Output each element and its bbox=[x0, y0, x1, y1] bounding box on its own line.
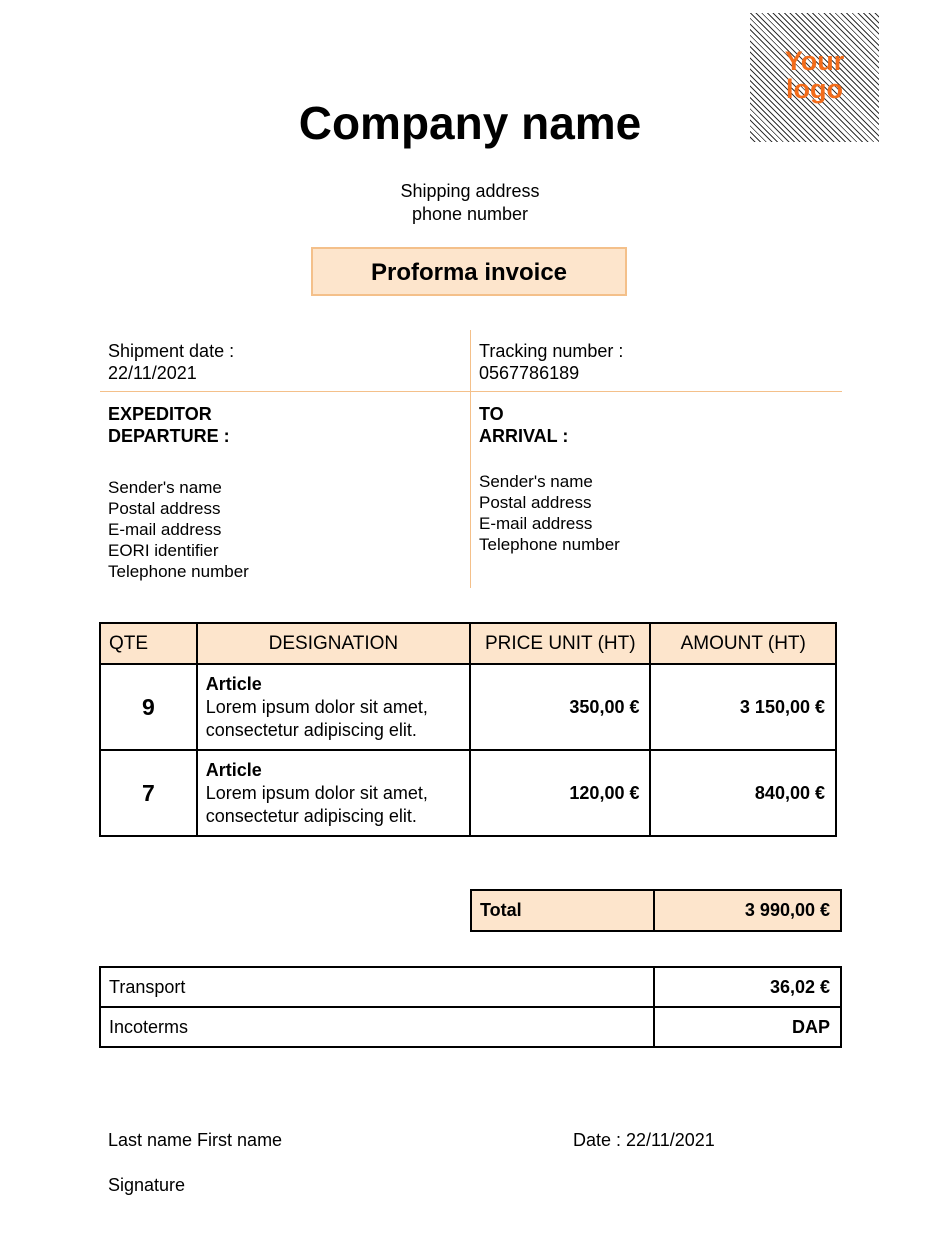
phone-number: phone number bbox=[411, 204, 529, 224]
logo-text bbox=[750, 47, 879, 103]
incoterms-value: DAP bbox=[654, 1007, 841, 1047]
row-qte: 7 bbox=[100, 750, 197, 836]
expeditor-line: E-mail address bbox=[108, 520, 222, 539]
tracking-block bbox=[479, 340, 623, 384]
items-header-row bbox=[100, 623, 836, 664]
document-title: Proforma invoice bbox=[311, 247, 627, 296]
table-row bbox=[100, 664, 836, 750]
row-desc-line: Lorem ipsum dolor sit amet, bbox=[205, 782, 428, 803]
expeditor-line: Postal address bbox=[108, 499, 221, 518]
row-designation bbox=[197, 750, 470, 836]
row-desc-line: consectetur adipiscing elit. bbox=[205, 719, 417, 740]
tracking-label: Tracking number : bbox=[479, 341, 624, 361]
row-amount: 840,00 € bbox=[650, 750, 836, 836]
recipient-heading-2: ARRIVAL : bbox=[479, 426, 569, 446]
header-qte: QTE bbox=[100, 623, 197, 664]
recipient-line: Postal address bbox=[479, 493, 592, 512]
total-label: Total bbox=[471, 890, 654, 931]
recipient-line: Sender's name bbox=[479, 472, 593, 491]
recipient-heading bbox=[479, 403, 568, 447]
header-price-unit: PRICE UNIT (HT) bbox=[470, 623, 650, 664]
extras-table bbox=[99, 966, 842, 1048]
transport-row bbox=[100, 967, 841, 1007]
header-amount: AMOUNT (HT) bbox=[650, 623, 836, 664]
incoterms-row bbox=[100, 1007, 841, 1047]
expeditor-heading-1: EXPEDITOR bbox=[108, 404, 212, 424]
shipment-date-label: Shipment date : bbox=[108, 341, 235, 361]
expeditor-line: EORI identifier bbox=[108, 541, 219, 560]
row-price-unit: 120,00 € bbox=[470, 750, 650, 836]
items-table bbox=[99, 622, 837, 837]
horizontal-divider bbox=[100, 391, 842, 392]
row-title: Article bbox=[205, 673, 262, 694]
expeditor-details bbox=[108, 477, 249, 582]
table-row bbox=[100, 750, 836, 836]
total-value: 3 990,00 € bbox=[654, 890, 841, 931]
expeditor-heading-2: DEPARTURE : bbox=[108, 426, 230, 446]
row-qte: 9 bbox=[100, 664, 197, 750]
expeditor-line: Telephone number bbox=[108, 562, 249, 581]
row-amount: 3 150,00 € bbox=[650, 664, 836, 750]
total-row bbox=[471, 890, 841, 931]
company-name: Company name bbox=[298, 97, 642, 149]
row-desc-line: Lorem ipsum dolor sit amet, bbox=[205, 696, 428, 717]
vertical-divider bbox=[470, 330, 471, 588]
recipient-heading-1: TO bbox=[479, 404, 504, 424]
transport-label: Transport bbox=[100, 967, 654, 1007]
logo-line-1: Your bbox=[784, 46, 845, 76]
recipient-details bbox=[479, 471, 620, 555]
row-title: Article bbox=[205, 759, 262, 780]
row-designation bbox=[197, 664, 470, 750]
signature-date: Date : 22/11/2021 bbox=[573, 1130, 715, 1150]
transport-value: 36,02 € bbox=[654, 967, 841, 1007]
signer-name: Last name First name bbox=[108, 1130, 283, 1150]
logo-line-2: logo bbox=[786, 74, 843, 104]
shipping-address: Shipping address bbox=[400, 181, 540, 201]
incoterms-label: Incoterms bbox=[100, 1007, 654, 1047]
recipient-line: Telephone number bbox=[479, 535, 620, 554]
total-table bbox=[470, 889, 842, 932]
row-price-unit: 350,00 € bbox=[470, 664, 650, 750]
signature-label: Signature bbox=[108, 1175, 186, 1195]
row-desc-line: consectetur adipiscing elit. bbox=[205, 805, 417, 826]
tracking-value: 0567786189 bbox=[479, 363, 580, 383]
expeditor-line: Sender's name bbox=[108, 478, 222, 497]
expeditor-heading bbox=[108, 403, 230, 447]
recipient-line: E-mail address bbox=[479, 514, 593, 533]
header-designation: DESIGNATION bbox=[197, 623, 470, 664]
shipment-date-value: 22/11/2021 bbox=[108, 363, 197, 383]
shipment-date-block bbox=[108, 340, 234, 384]
